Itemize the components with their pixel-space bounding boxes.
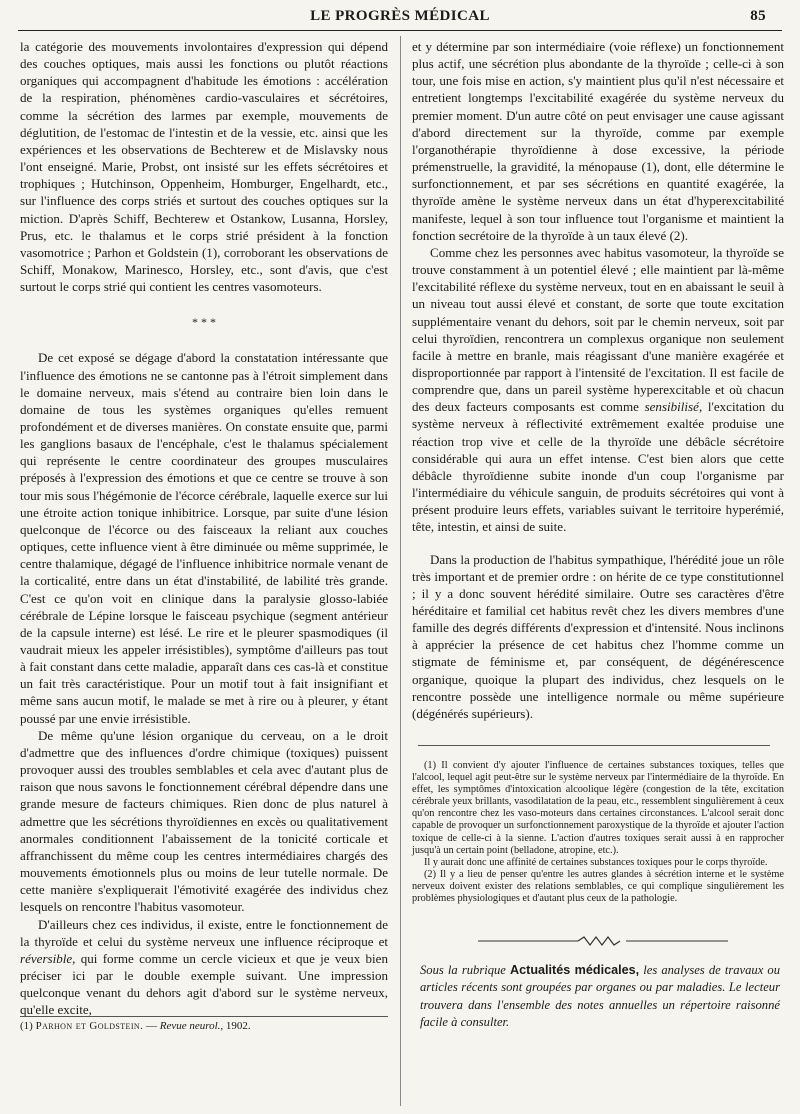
journal-title: LE PROGRÈS MÉDICAL — [310, 8, 490, 24]
left-footnote — [20, 1020, 388, 1033]
left-paragraph-4-end: , qui forme comme un cercle vicieux et que je veux bien préciser ici par le double exemple suivant. Une impression quelconque venant du dehors agit d'abord sur le système nerveux, qu'elle excite, — [20, 950, 388, 1018]
left-paragraph-2: De cet exposé se dégage d'abord la constatation intéressante que l'influence des émotions ne se cantonne pas à l'étroit simplement dans le domaine nerveux, mais s'étend au contraire bien loin dans le domaine de tous les systèmes organiques qu'elles remuent profondément et de diverses manières. On constate ensuite que, parmi les ganglions basaux de l'encéphale, c'est le thalamus spécialement qui représente le centre coordinateur des groupes musculaires préposés à l'expression des émotions et que ce centre se trouve à son tour mis sous l'hégémonie de l'écorce cérébrale, laquelle exerce sur lui une étroite action tonique inhibitrice. Lorsque, par suite d'une lésion quelconque de l'écorce ou des faisceaux la reliant aux couches optiques, cette influence vient à être diminuée ou même supprimée, le centre thalamique, dégagé de l'influence inhibitrice normale venant de la corticalité, entre dans un état d'instabilité, de labilité très grande. C'est ce qu'on voit en clinique dans la paralysie glosso-labiée cérébrale de Lépine lorsque le faisceau psychique (segment antérieur de la capsule interne) est lésé. Le rire et le pleurer spasmodiques (il vaudrait mieux les appeler irrésistibles), symptôme d'ailleurs pas tout à fait constant dans cette maladie, apparaît dans ces cas-là et constitue un fait très caractéristique. Pour un motif tout à fait insignifiant et même sans aucun motif, le malade se met à rire ou à pleurer, y étant poussé par une envie irrésistible. — [20, 350, 388, 726]
left-footnote-mark: (1) — [20, 1020, 33, 1032]
left-footnote-authors: Parhon et Goldstein. — [35, 1020, 144, 1032]
right-footnote-2: (2) Il y a lieu de penser qu'entre les autres glandes à sécrétion interne et le système nerveux doivent exister des relations semblables, ce qui complique singulièrement les problèmes physiologiques et d'autant plus ceux de la pathologie. — [412, 868, 784, 905]
section-asterism: * * * — [192, 315, 216, 330]
right-footnote-rule — [418, 745, 770, 746]
column-divider — [400, 36, 401, 1106]
right-paragraph-2-end: , l'excitation du système nerveux à réflectivité extrêmement exaltée produise une réaction trop vive et celle de la thyroïde une débâcle sécrétoire considérable qui aura un effet intense. C'est bien alors que cette débâcle thyroïdienne subite inonde d'un coup l'organisme par l'intermédiaire du véhicule sanguin, de produits sécrétoires qui vont à présent produire leurs effets, variables suivant le territoire hyperémié, tête, intestin, et ainsi de suite. — [412, 399, 784, 535]
right-paragraph-2-text: Comme chez les personnes avec habitus vasomoteur, la thyroïde se trouve constamment à un potentiel élevé ; elle maintient par là-même l'excitabilité réflexe du système nerveux, tout en en abaissant le seuil à un niveau tout aussi élevé et constant, de sorte que toute excitation supplémentaire venant du dehors, soit par le chemin nerveux, soit par celui thyroïdien, rencontrera un complexus organique non seulement facile à mettre en branle, mais réagissant d'une manière exagérée et disproportionnée par rapport à l'intensité de l'excitation. Il est facile de comprendre que, dans un pareil système hyperexcitable et où chacun des deux facteurs composants est comme — [412, 244, 784, 415]
left-paragraph-4-emphasis: réversible — [20, 950, 73, 966]
ornament-divider — [478, 934, 728, 948]
left-footnote-year: , 1902. — [220, 1020, 251, 1032]
right-paragraph-1: et y détermine par son intermédiaire (voie réflexe) un fonctionnement plus actif, une sécrétion plus abondante de la thyroïde ; celle-ci à son tour, une fois mise en action, s'y maintient plus qu'il n'est nécessaire et entretient longtemps l'excitabilité exagérée du système nerveux du premier moment. D'un autre côté on peut envisager une cause agissant d'abord directement sur la thyroïde, comme par exemple l'organothérapie thyroïdienne à dose excessive, la période prémenstruelle, la gravidité, la ménopause (1), dont, elle détermine le surfonctionnement, et par ses sécrétions en quantité exagérée, la thyroïde amène le système nerveux dans un état d'hyperexcitabilité manifeste, lequel à son tour influence tout l'organisme et maintient la fonction secrétoire de la thyroïde à un taux élevé (2). — [412, 39, 784, 243]
right-footnote-1: (1) Il convient d'y ajouter l'influence de certaines substances toxiques, telles que l'alcool, lequel agit peut-être sur le système nerveux par l'intermédiaire de la thyroïde. En effet, les symptômes d'intoxication alcoolique légère (congestion de la tête, excitation cérébrale yeux brillants, vasodilatation de la peau, etc., ressemblent singulièrement à ceux qu'on rencontre chez les vaso-moteurs dans certaines circonstances. L'alcool serait donc capable de provoquer un surfonctionnement paroxystique de la thyroïde et ajouter l'action toxique de celle-ci à la sienne. L'action d'autres toxiques serait aussi à en rapprocher jusqu'à un certain point (belladone, atropine, etc.). — [412, 760, 784, 856]
left-footnote-rule — [20, 1016, 388, 1017]
left-paragraph-4 — [20, 916, 388, 1019]
header-rule — [18, 30, 782, 31]
right-paragraph-2-emphasis: sensibilisé — [644, 399, 699, 415]
right-footnote-1b: Il y aurait donc une affinité de certaines substances toxiques pour le corps thyroïde. — [424, 856, 768, 868]
left-paragraph-3: De même qu'une lésion organique du cerveau, on a le droit d'admettre que des influences d'ordre chimique (toxiques) puissent provoquer aussi des troubles semblables et cela avec d'autant plus de raison que nous savons le fonctionnement cérébral dépendre dans une grande mesure de facteurs chimiques. Rien donc de plus naturel à admettre que les sécrétions thyroïdiennes en excès ou qualitativement anormales conditionnent l'abaissement de la tonicité corticale et affranchissent du même coup les centres intermédiaires chargés des mouvements émotionnels plus ou moins de leur tutelle normale. De cette manière s'expliquerait l'émotivité exagérée des individus chez lesquels on rencontre l'habitus vasomoteur. — [20, 727, 388, 915]
right-column — [412, 38, 784, 722]
right-footnotes — [412, 760, 784, 905]
notice-text-end: les analyses de travaux ou articles récents sont groupées par organes ou par maladies. Le lecteur trouvera dans l'ensemble des notes annuelles un répertoire raisonné facile à consulter. — [420, 963, 781, 1029]
left-footnote-journal: Revue neurol. — [159, 1020, 221, 1032]
page-number: 85 — [750, 8, 766, 24]
left-footnote-dash: — — [143, 1020, 160, 1032]
notice-box — [420, 962, 780, 1031]
left-paragraph-4-text: D'ailleurs chez ces individus, il existe, entre le fonctionnement de la thyroïde et celui du système nerveux une influence réciproque et — [20, 916, 388, 949]
right-paragraph-3: Dans la production de l'habitus sympathique, l'hérédité joue un rôle très important et de premier ordre : on hérite de ce type constitutionnel ; il y a donc souvent hérédité similaire. Outre ses caractères d'être héréditaire et familial cet habitus revêt chez les divers membres d'une famille des degrés différents d'expression et d'intensité. Nous inclinons à apprécier la présence de cet habitus chez l'homme comme un stigmate de féminisme et, par conséquent, de dégénérescence organique, quoique la plupart des individus, chez lesquels on le rencontre possède une intelligence normale ou même supérieure (dégénérés supérieurs). — [412, 551, 784, 721]
notice-rubric: Actualités médicales, — [510, 963, 640, 977]
left-column — [20, 38, 388, 1018]
left-paragraph-1: la catégorie des mouvements involontaires d'expression qui dépend des couches optiques, mais aussi les fonctions ou plutôt réactions organiques qui accompagnent d'habitude les émotions : accélération de la respiration, phénomènes cardio-vasculaires et sécrétoires, comme la sécrétion des larmes par exemple, mouvements de déglutition, de l'estomac de l'intestin et de la vessie, etc. ainsi que les expériences et les observations de Bechterew et de Mislavsky nous l'ont enseigné. Marie, Probst, ont insisté sur les effets sécrétoires et trophiques ; Hutchinson, Oppenheim, Homburger, Engelhardt, etc., sur l'influence des corps striés et surtout des couches optiques sur la miction. D'après Schiff, Bechterew et Ostankow, Lusanna, Horsley, Prus, etc. le thalamus et le corps strié président à la fonction vasomotrice ; Parhon et Goldstein (1), corroborant les observations de Schiff, Monakow, Marinesco, Horsley, etc., sont d'avis, que c'est surtout le corps strié qui contient les centres vasomoteurs. — [20, 39, 388, 295]
notice-text-start: Sous la rubrique — [420, 963, 506, 977]
page-header — [20, 6, 780, 30]
right-paragraph-2 — [412, 244, 784, 536]
